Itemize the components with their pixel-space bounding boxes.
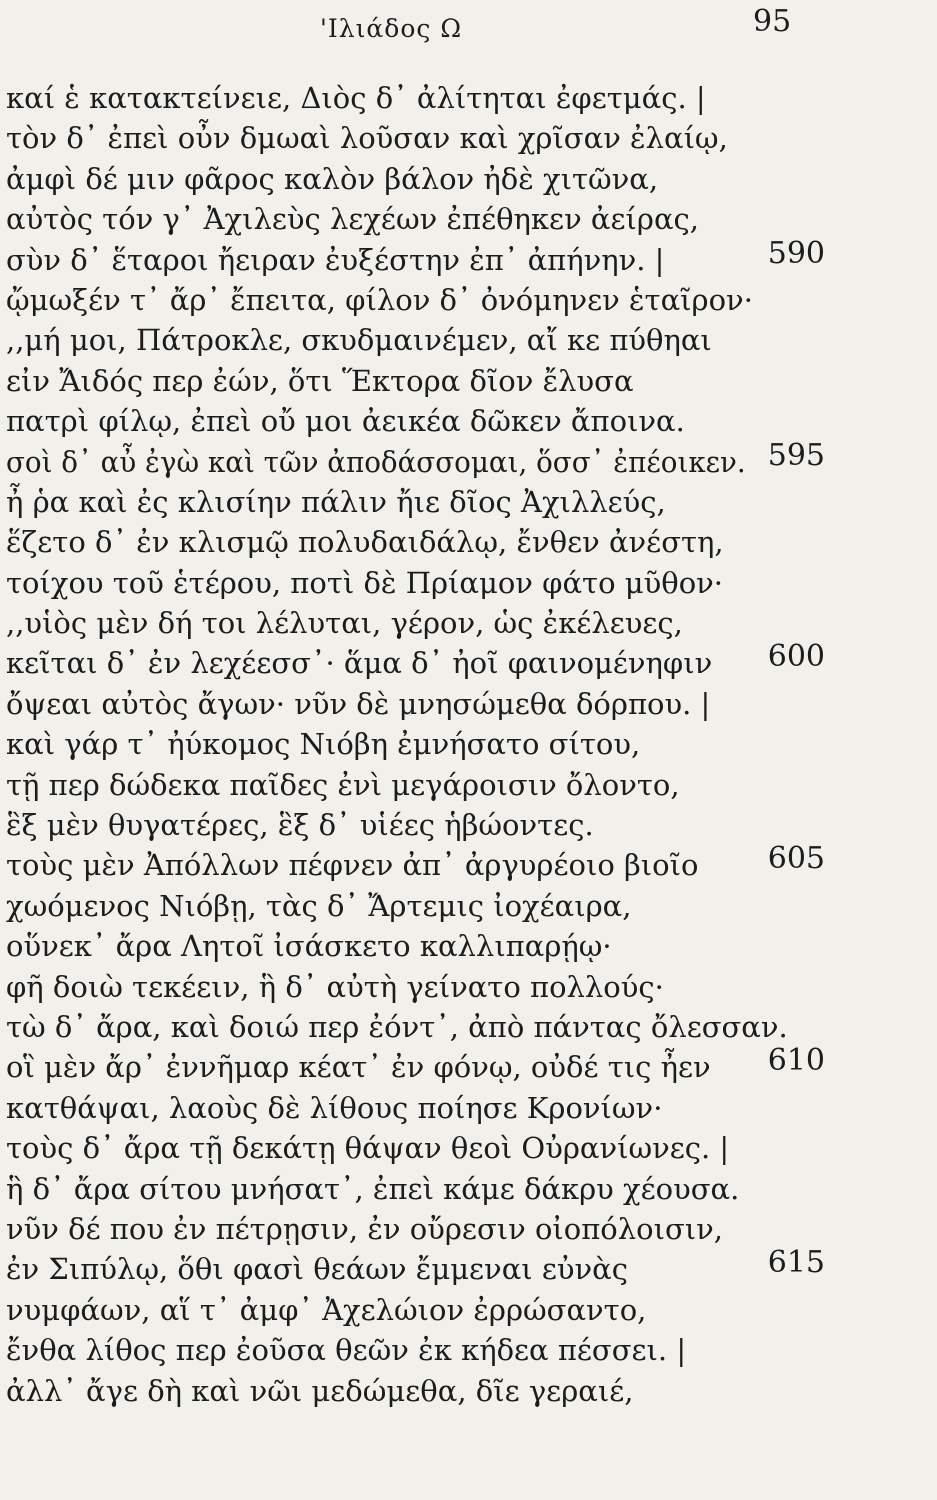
verse-line xyxy=(0,1043,937,1087)
line-number: 610 xyxy=(767,1043,825,1079)
verse-line xyxy=(0,639,937,683)
verse-text: φῆ δοιὼ τεκέειν, ἣ δ᾽ αὐτὴ γείνατο πολλούς· xyxy=(6,969,664,1004)
verse-text: νῦν δέ που ἐν πέτρῃσιν, ἐν οὔρεσιν οἰοπόλοισιν, xyxy=(6,1211,723,1246)
verse-text: ἐν Σιπύλῳ, ὅθι φασὶ θεάων ἔμμεναι εὐνὰς xyxy=(6,1252,628,1287)
verse-text: ἦ ῥα καὶ ἐς κλισίην πάλιν ἤιε δῖος Ἀχιλλεύς, xyxy=(6,484,666,519)
verse-text: ἓξ μὲν θυγατέρες, ἓξ δ᾽ υἱέες ἡβώοντες. xyxy=(6,808,594,843)
verse-line xyxy=(0,684,937,724)
verse-line xyxy=(0,361,937,401)
verse-text: ,,μή μοι, Πάτροκλε, σκυδμαινέμεν, αἴ κε πύθηαι xyxy=(6,323,712,358)
verse-text: πατρὶ φίλῳ, ἐπεὶ οὔ μοι ἀεικέα δῶκεν ἄποινα. xyxy=(6,404,685,439)
verse-text: οὕνεκ᾽ ἄρα Λητοῖ ἰσάσκετο καλλιπαρῄῳ· xyxy=(6,929,612,964)
verse-line xyxy=(0,1371,937,1411)
verse-text: τῇ περ δώδεκα παῖδες ἐνὶ μεγάροισιν ὄλοντο, xyxy=(6,767,680,802)
verse-text: οἳ μὲν ἄρ᾽ ἐννῆμαρ κέατ᾽ ἐν φόνῳ, οὐδέ τις ἦεν xyxy=(6,1050,711,1085)
verse-text: τοίχου τοῦ ἑτέρου, ποτὶ δὲ Πρίαμον φάτο μῦθον· xyxy=(6,565,723,600)
verse-line xyxy=(0,159,937,199)
verse-line xyxy=(0,482,937,522)
page-number: 95 xyxy=(753,4,792,39)
verse-text: ἔνθα λίθος περ ἐοῦσα θεῶν ἐκ κήδεα πέσσει. | xyxy=(6,1333,687,1368)
running-title: 'Ιλιάδος Ω xyxy=(320,14,463,43)
verse-line xyxy=(0,563,937,603)
verse-line xyxy=(0,320,937,360)
verse-text: νυμφάων, αἵ τ᾽ ἀμφ᾽ Ἀχελώιον ἐρρώσαντο, xyxy=(6,1292,647,1327)
verse-line xyxy=(0,118,937,158)
verse-line xyxy=(0,437,937,482)
verse-text: καὶ γάρ τ᾽ ἠύκομος Νιόβη ἐμνήσατο σίτου, xyxy=(6,727,641,762)
verse-text: ᾤμωξέν τ᾽ ἄρ᾽ ἔπειτα, φίλον δ᾽ ὀνόμηνεν ἑταῖρον· xyxy=(6,282,753,317)
line-number: 605 xyxy=(767,841,825,877)
verse-line xyxy=(0,724,937,764)
verse-text: αὐτὸς τόν γ᾽ Ἀχιλεὺς λεχέων ἐπέθηκεν ἀείρας, xyxy=(6,202,699,237)
line-number: 590 xyxy=(767,235,825,271)
verse-line xyxy=(0,967,937,1007)
verse-line xyxy=(0,886,937,926)
verse-text: ὄψεαι αὐτὸς ἄγων· νῦν δὲ μνησώμεθα δόρπου. | xyxy=(6,686,711,721)
verse-text: τοὺς μὲν Ἀπόλλων πέφνεν ἀπ᾽ ἀργυρέοιο βιοῖο xyxy=(6,848,699,883)
verse-text: κατθάψαι, λαοὺς δὲ λίθους ποίησε Κρονίων· xyxy=(6,1090,663,1125)
verse-text: ἣ δ᾽ ἄρα σίτου μνήσατ᾽, ἐπεὶ κάμε δάκρυ χέουσα. xyxy=(6,1171,740,1206)
verse-text: ἕζετο δ᾽ ἐν κλισμῷ πολυδαιδάλῳ, ἔνθεν ἀνέστη, xyxy=(6,525,724,560)
verse-text: κεῖται δ᾽ ἐν λεχέεσσ᾽· ἅμα δ᾽ ἠοῖ φαινομένηφιν xyxy=(6,646,713,681)
verse-text: ἀλλ᾽ ἄγε δὴ καὶ νῶι μεδώμεθα, δῖε γεραιέ, xyxy=(6,1373,634,1408)
verse-line xyxy=(0,1128,937,1168)
verse-text: καί ἑ κατακτείνειε, Διὸς δ᾽ ἀλίτηται ἐφετμάς. | xyxy=(6,81,706,115)
verse-line xyxy=(0,235,937,280)
verse-text: ἀμφὶ δέ μιν φᾶρος καλὸν βάλον ἠδὲ χιτῶνα, xyxy=(6,161,659,196)
page-header xyxy=(0,4,937,44)
verse-line xyxy=(0,1330,937,1370)
verse-text: τὼ δ᾽ ἄρα, καὶ δοιώ περ ἐόντ᾽, ἀπὸ πάντας ὄλεσσαν. xyxy=(6,1009,788,1044)
verse-line xyxy=(0,765,937,805)
verse-text: ,,υἱὸς μὲν δή τοι λέλυται, γέρον, ὡς ἐκέλευες, xyxy=(6,606,683,641)
verse-line xyxy=(0,1169,937,1209)
verse-line xyxy=(0,1245,937,1289)
line-number: 595 xyxy=(767,437,825,473)
verse-line xyxy=(0,1088,937,1128)
verse-line xyxy=(0,78,937,118)
line-number: 600 xyxy=(767,639,825,675)
verse-text: εἰν Ἄιδός περ ἐών, ὅτι Ἕκτορα δῖον ἔλυσα xyxy=(6,363,634,398)
verse-text: τὸν δ᾽ ἐπεὶ οὖν δμωαὶ λοῦσαν καὶ χρῖσαν ἐλαίῳ, xyxy=(6,121,728,156)
verse-line xyxy=(0,841,937,885)
verse-text: σοὶ δ᾽ αὖ ἐγὼ καὶ τῶν ἀποδάσσομαι, ὅσσ᾽ ἐπέοικεν. xyxy=(6,444,746,479)
verse-line xyxy=(0,926,937,966)
verse-text: σὺν δ᾽ ἕταροι ἤειραν ἐυξέστην ἐπ᾽ ἀπήνην. | xyxy=(6,242,665,277)
verse-block xyxy=(0,78,937,1411)
verse-line xyxy=(0,1290,937,1330)
verse-text: τοὺς δ᾽ ἄρα τῇ δεκάτῃ θάψαν θεοὶ Οὐρανίωνες. | xyxy=(6,1131,730,1166)
verse-line xyxy=(0,522,937,562)
line-number: 615 xyxy=(767,1245,825,1281)
verse-line xyxy=(0,280,937,320)
verse-text: χωόμενος Νιόβῃ, τὰς δ᾽ Ἄρτεμις ἰοχέαιρα, xyxy=(6,888,632,923)
